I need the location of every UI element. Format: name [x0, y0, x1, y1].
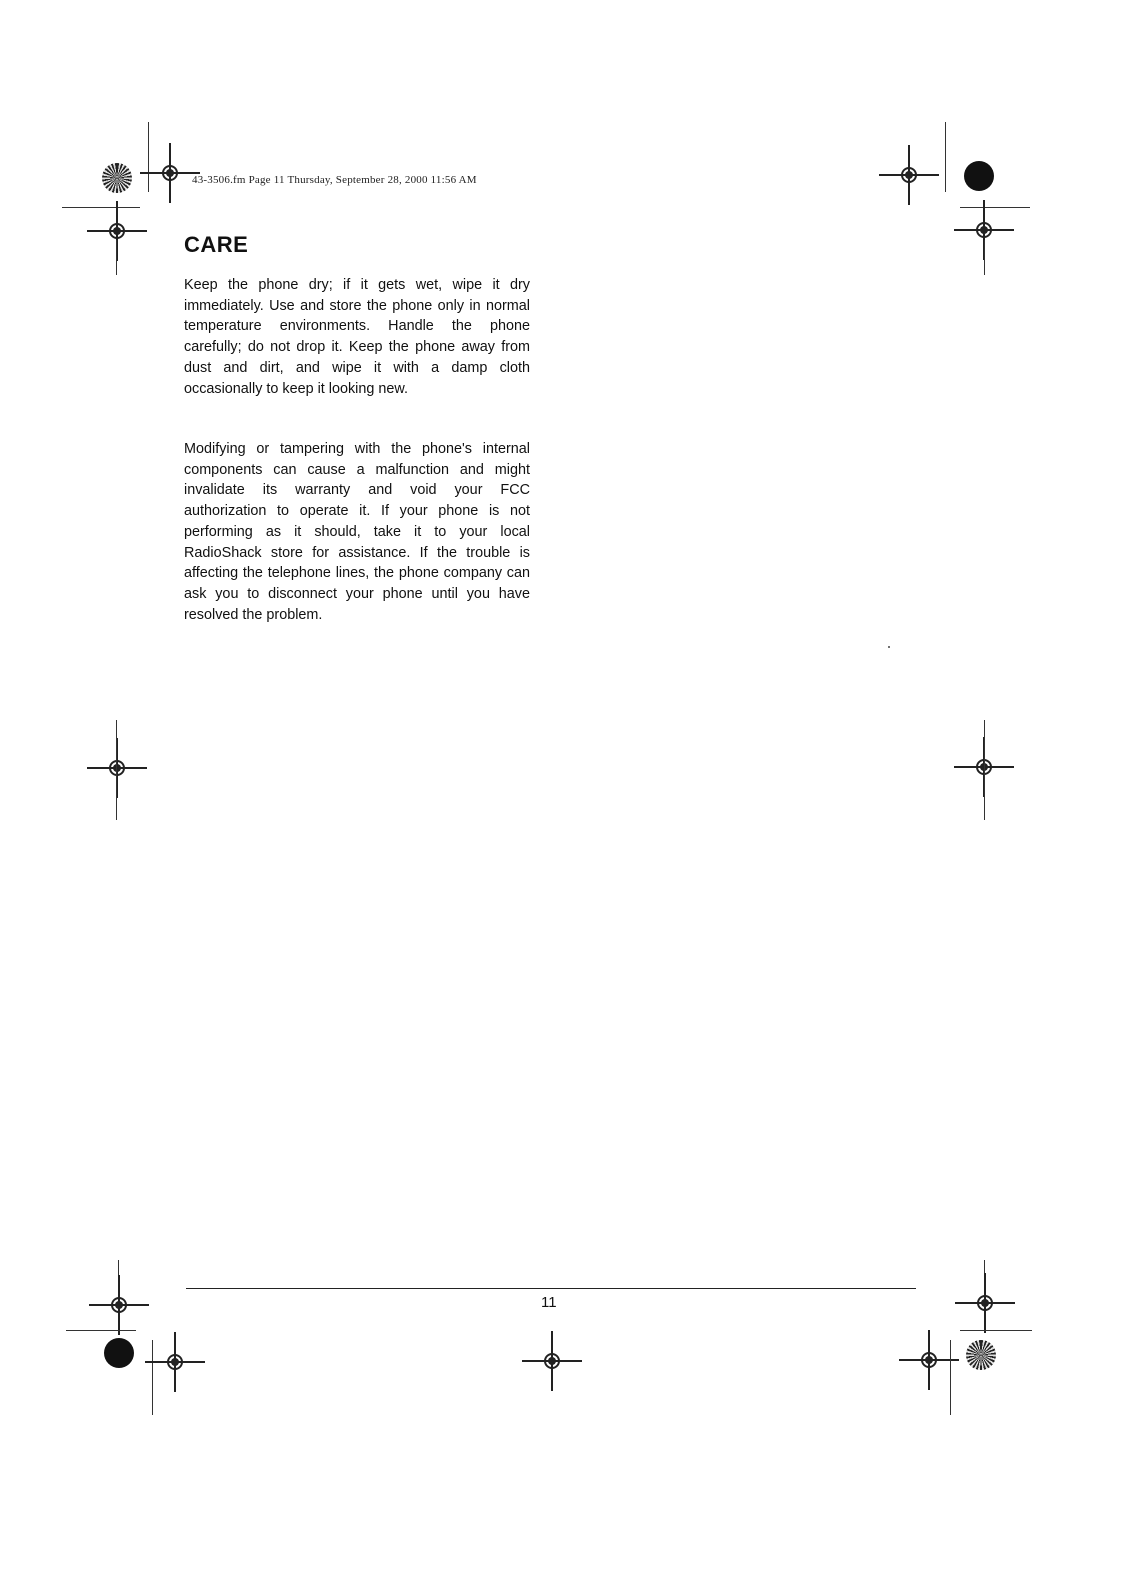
registration-mark-icon	[87, 201, 147, 261]
crop-mark	[116, 240, 117, 275]
registration-mark-icon	[879, 145, 939, 205]
registration-mark-icon	[522, 1331, 582, 1391]
section-heading: CARE	[184, 232, 249, 257]
crop-mark	[984, 720, 985, 820]
crop-mark	[945, 122, 946, 192]
color-bar-icon	[964, 161, 994, 191]
crop-mark	[116, 720, 117, 820]
registration-mark-icon	[89, 1275, 149, 1335]
care-paragraph-2: Modifying or tampering with the phone's internal components can cause a malfunction and might invalidate its warranty and void your FCC authorization to operate it. If your phone is not performing as it should, take it to your local RadioShack store for assistance. If the trouble is affecting the telephone lines, the phone company can ask you to disconnect your phone until you have resolved the problem.	[184, 441, 530, 623]
crop-mark	[984, 240, 985, 275]
care-paragraph-1: Keep the phone dry; if it gets wet, wipe it dry immediately. Use and store the phone only in normal temperature environments. Handle the phone carefully; do not drop it. Keep the phone away from dust and dirt, and wipe it with a damp cloth occasionally to keep it looking new.	[184, 277, 530, 397]
footer-rule	[186, 1288, 916, 1289]
registration-mark-icon	[87, 738, 147, 798]
page-number: 11	[541, 1294, 557, 1311]
crop-mark	[950, 1340, 951, 1415]
registration-mark-icon	[140, 143, 200, 203]
crop-mark	[960, 1330, 1032, 1331]
crop-mark	[66, 1330, 136, 1331]
registration-mark-icon	[145, 1332, 205, 1392]
color-bar-icon	[102, 163, 132, 193]
color-bar-icon	[104, 1338, 134, 1368]
scan-speck	[888, 646, 890, 648]
color-bar-icon	[966, 1340, 996, 1370]
file-info-slug: 43-3506.fm Page 11 Thursday, September 28, 2000 11:56 AM	[192, 174, 477, 186]
registration-mark-icon	[955, 1273, 1015, 1333]
